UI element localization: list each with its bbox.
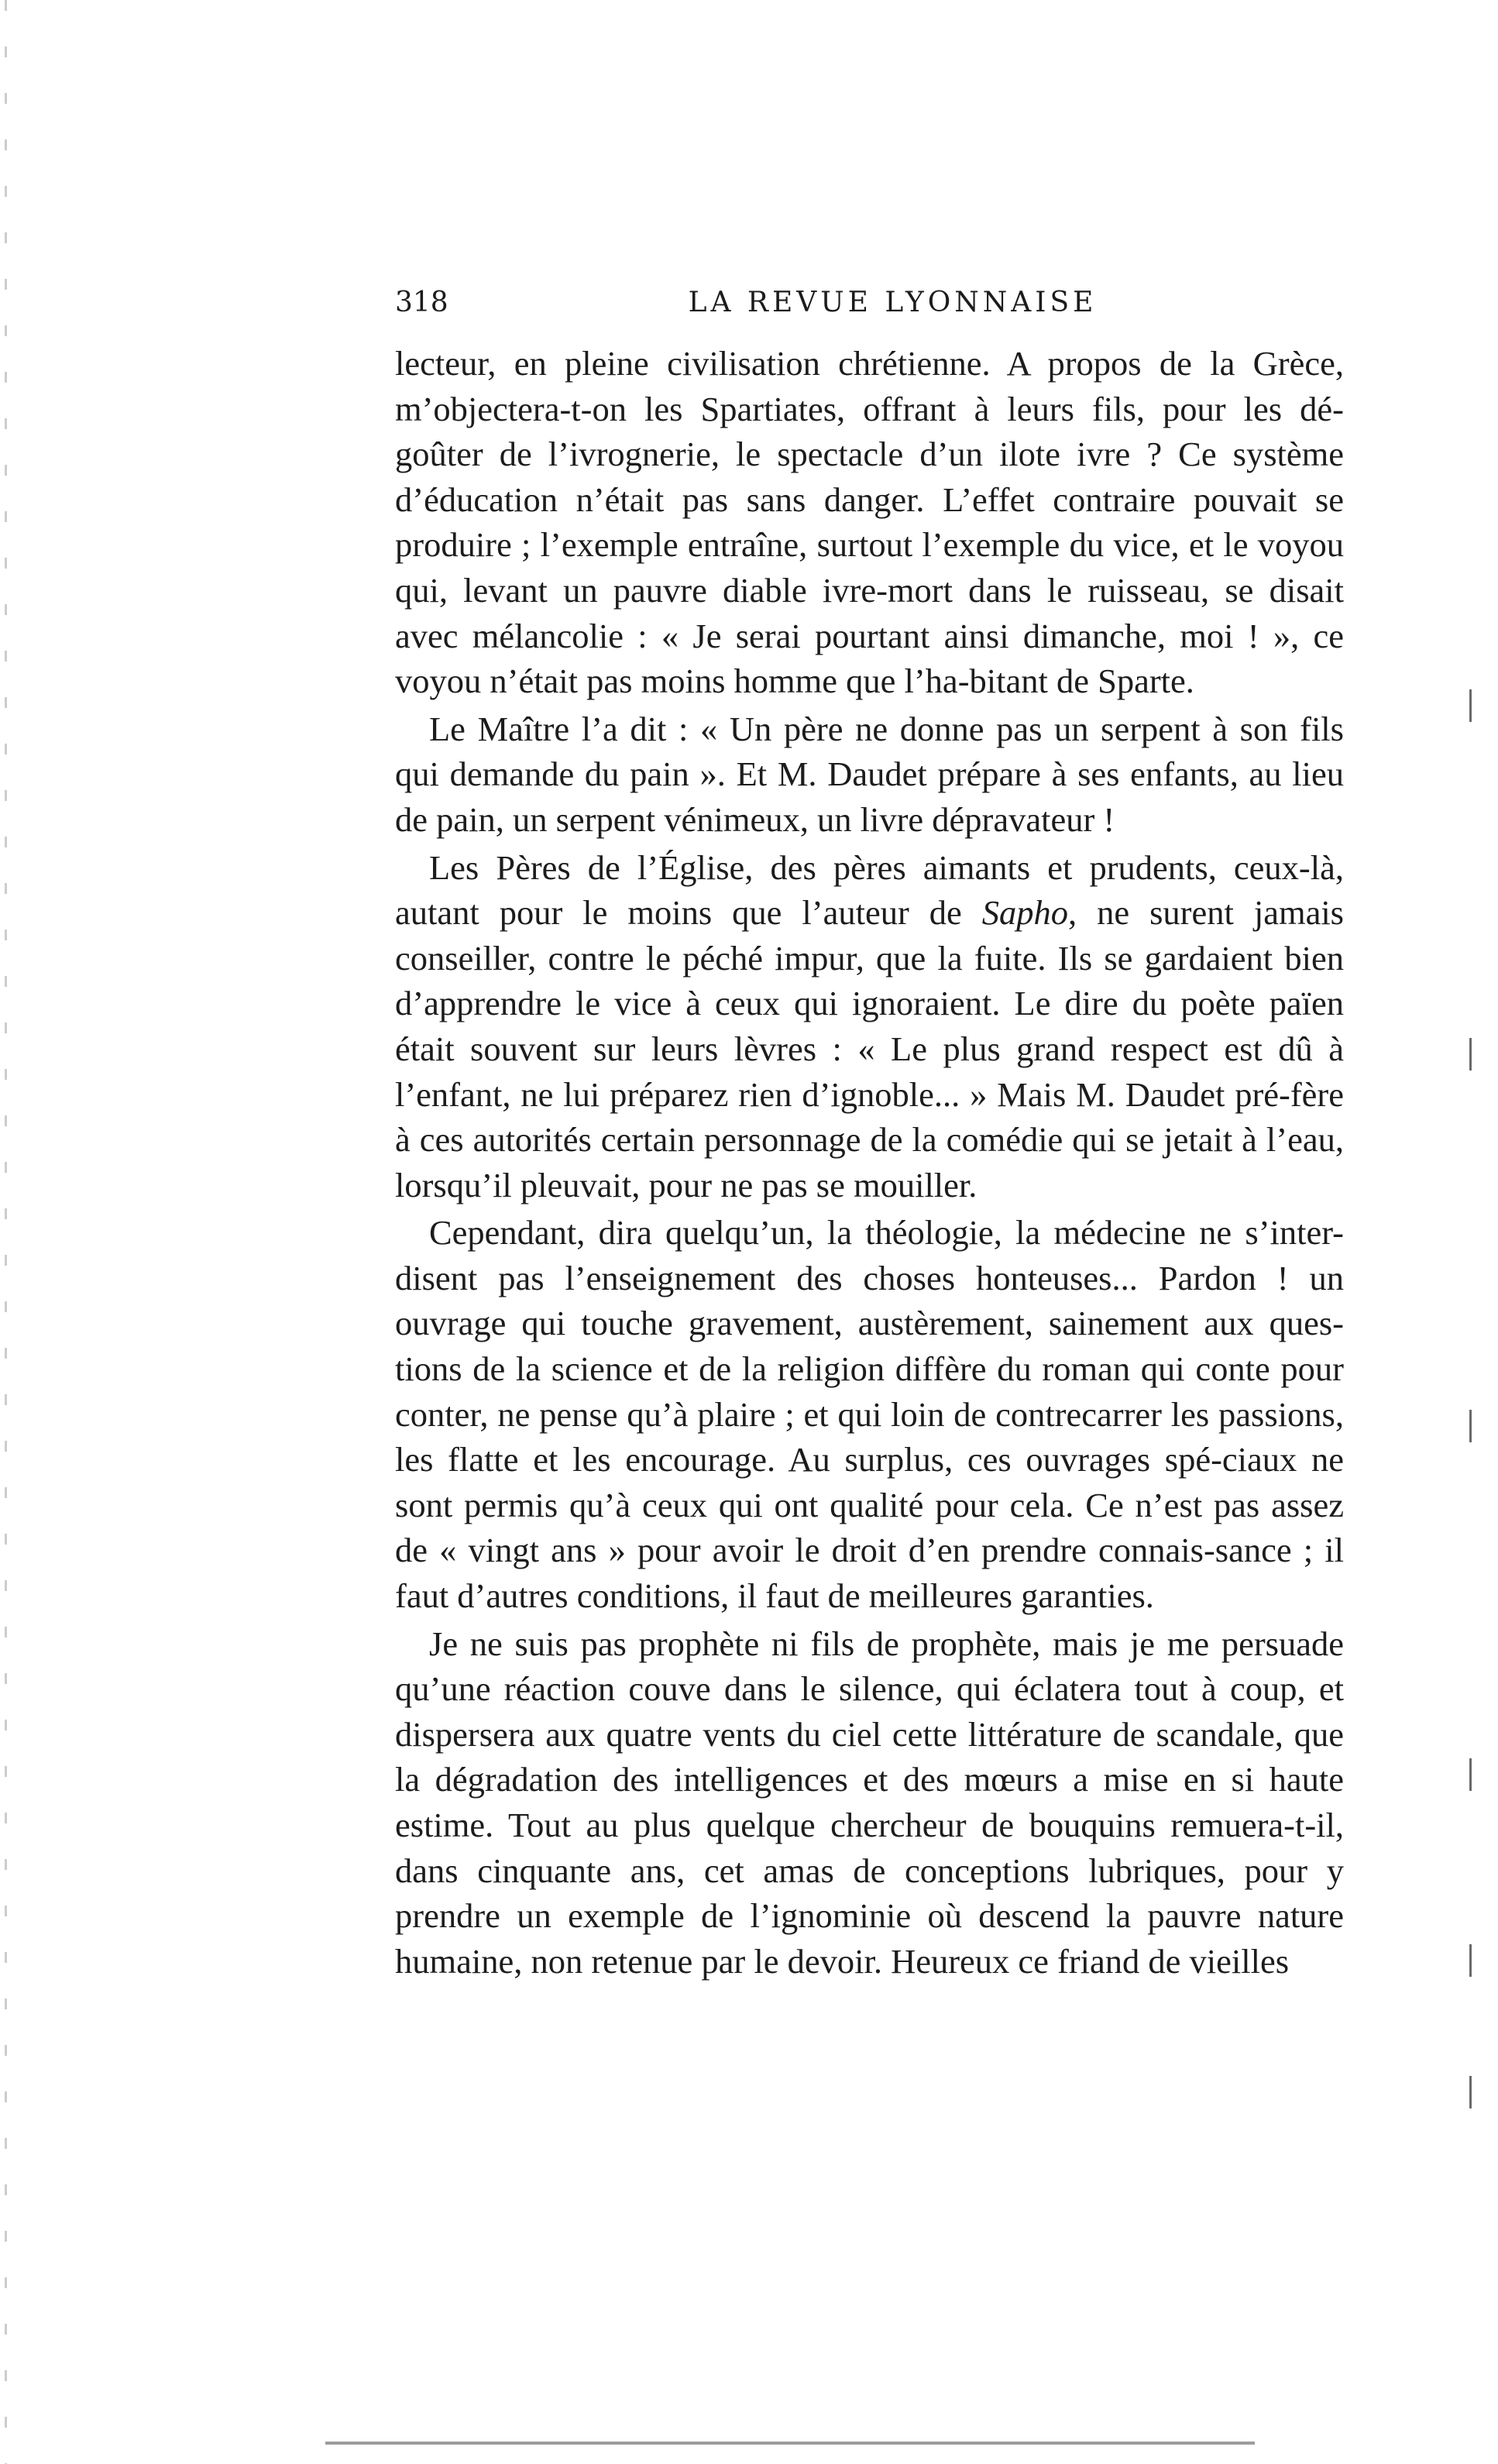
margin-mark xyxy=(1469,1038,1472,1070)
scan-edge-shadow xyxy=(5,0,7,2464)
body-text xyxy=(395,341,1344,1984)
paragraph-3 xyxy=(395,845,1344,1208)
paragraph-3-part-1: Les Pères de l’Église, des pères aimants et prudents, ceux-là, autant pour le moins que l’auteur de xyxy=(395,847,1344,933)
paragraph-4: Cependant, dira quelqu’un, la théologie, la médecine ne s’inter-disent pas l’enseignement des choses honteuses... Pardon ! un ouvrage qui touche gravement, austèrement, sainement aux ques-tions de la science et de la religion diffère du roman qui conte pour conter, ne pense qu’à plaire ; et qui loin de contrecarrer les passions, les flatte et les encourage. Au surplus, ces ouvrages spé-ciaux ne sont permis qu’à ceux qui ont qualité pour cela. Ce n’est pas assez de « vingt ans » pour avoir le droit d’en prendre connais-sance ; il faut d’autres conditions, il faut de meilleures garanties. xyxy=(395,1213,1344,1616)
running-title: LA REVUE LYONNAISE xyxy=(688,287,1098,318)
paragraph-5: Je ne suis pas prophète ni fils de prophète, mais je me persuade qu’une réaction couve dans le silence, qui éclatera tout à coup, et dispersera aux quatre vents du ciel cette littérature de scandale, que la dégradation des intelligences et des mœurs a mise en si haute estime. Tout au plus quelque chercheur de bouquins remuera-t-il, dans cinquante ans, cet amas de conceptions lubriques, pour y prendre un exemple de l’ignominie où descend la pauvre nature humaine, non retenue par le devoir. Heureux ce friand de vieilles xyxy=(395,1624,1344,1981)
page-header xyxy=(395,287,1344,333)
margin-mark xyxy=(1469,1410,1472,1442)
page-number: 318 xyxy=(395,287,448,318)
margin-mark xyxy=(1469,1758,1472,1791)
book-title-sapho: Sapho xyxy=(981,893,1068,933)
margin-mark xyxy=(1469,1944,1472,1977)
paragraph-1: lecteur, en pleine civilisation chrétienne. A propos de la Grèce, m’objectera-t-on les Spartiates, offrant à leurs fils, pour les dé-goûter de l’ivrognerie, le spectacle d’un ilote ivre ? Ce système d’éducation n’était pas sans danger. L’effet contraire pouvait se produire ; l’exemple entraîne, surtout l’exemple du vice, et le voyou qui, levant un pauvre diable ivre-mort dans le ruisseau, se disait avec mélancolie : « Je serai pourtant ainsi dimanche, moi ! », ce voyou n’était pas moins homme que l’ha-bitant de Sparte. xyxy=(395,344,1344,701)
margin-mark xyxy=(1469,2076,1472,2108)
paragraph-2: Le Maître l’a dit : « Un père ne donne pas un serpent à son fils qui demande du pain ». Et M. Daudet prépare à ses enfants, au lieu de pain, un serpent vénimeux, un livre dépravateur ! xyxy=(395,709,1344,839)
paragraph-3-part-2: , ne surent jamais conseiller, contre le péché impur, que la fuite. Ils se gardaient bien d’apprendre le vice à ceux qui ignoraient. Le dire du poète païen était souvent sur leurs lèvres : « Le plus grand respect est dû à l’enfant, ne lui préparez rien d’ignoble... » Mais M. Daudet pré-fère à ces autorités certain personnage de la comédie qui se jetait à l’eau, lorsqu’il pleuvait, pour ne pas se mouiller. xyxy=(395,893,1345,1205)
margin-mark xyxy=(1469,689,1472,722)
bottom-rule xyxy=(325,2442,1255,2445)
